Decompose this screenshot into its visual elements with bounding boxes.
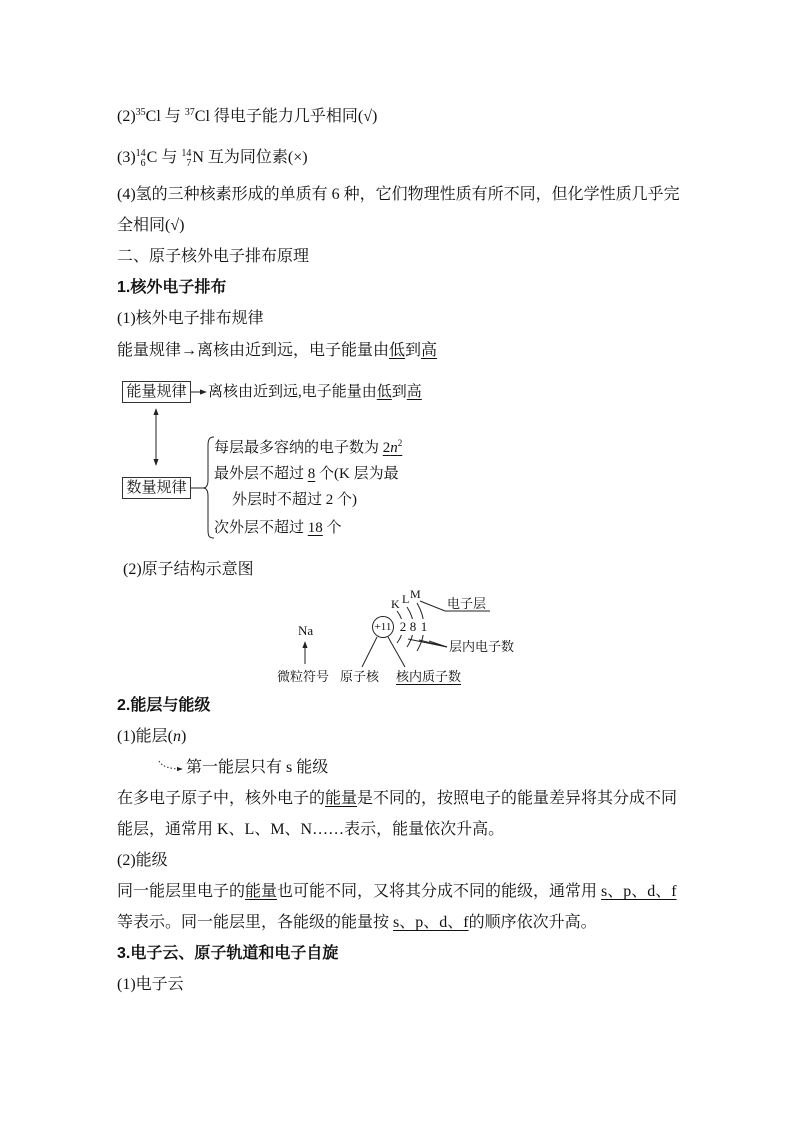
heading-electron-configuration: 1.核外电子排布	[117, 279, 227, 296]
nuclide-notation	[181, 149, 191, 169]
nucleus-pointer	[362, 637, 377, 667]
energy-rule-line	[117, 341, 437, 361]
rule-text: 能量规律→离核由近到远，电子能量由	[117, 342, 390, 359]
hydrogen-statement-line-1	[117, 185, 680, 205]
subshell-paragraph-line-2	[117, 913, 597, 933]
paragraph-text: 同一能层里电子的	[117, 883, 246, 900]
nuclide-statement	[117, 148, 308, 169]
formula-coefficient: 2	[382, 440, 391, 456]
hydrogen-statement-line-2	[117, 216, 184, 236]
element-symbol: C	[146, 149, 158, 166]
blank-answer-low: 低	[389, 342, 406, 359]
blank-answer-value: 18	[307, 520, 323, 536]
subheading-electron-cloud: (1)电子云	[117, 976, 184, 993]
blank-answer-low: 低	[376, 384, 392, 400]
element-symbol: N	[192, 149, 204, 166]
rule-text: 个	[322, 520, 342, 536]
subshell-letters: s、p、d、f	[393, 914, 469, 931]
subheading-atom-diagram: (2)原子结构示意图	[123, 561, 254, 578]
rule-text: 个(K 层为最	[315, 466, 399, 482]
subshell-letters: s、p、d、f	[601, 883, 677, 900]
nucleus-label: 原子核	[340, 669, 380, 684]
callout-dotted-arrow	[159, 761, 182, 769]
blank-answer-formula	[383, 440, 403, 456]
statement-text: 全相同(√)	[117, 217, 185, 234]
rule-text: 到	[391, 384, 407, 400]
rule-text: 到	[405, 342, 422, 359]
mass-number: 37	[184, 107, 195, 118]
particle-symbol-label: 微粒符号	[277, 669, 330, 684]
keyword-energy: 能量	[325, 790, 358, 807]
rule-per-shell	[214, 438, 402, 459]
particle-symbol: Na	[298, 623, 314, 638]
shell-callout-note: 第一能层只有 s 能级	[186, 759, 329, 776]
paragraph-text: 等表示。同一能层里，各能级的能量按	[117, 914, 394, 931]
nucleus-charge: +11	[374, 621, 392, 633]
joiner-text: 与	[157, 149, 182, 166]
section-title: 二、原子核外电子排布原理	[117, 248, 310, 265]
element-symbol: Cl	[194, 108, 210, 125]
quantity-brace	[203, 437, 214, 538]
shell-electrons-m: 1	[420, 619, 428, 634]
formula-variable: n	[390, 440, 398, 456]
subheading-text: )	[181, 728, 187, 745]
formula-exponent: 2	[397, 438, 403, 448]
blank-answer-high: 高	[421, 342, 438, 359]
mass-number: 14	[135, 148, 146, 159]
keyword-energy: 能量	[245, 883, 278, 900]
atomic-number: 7	[186, 158, 192, 169]
shell-variable: n	[173, 728, 181, 745]
shell-label: 电子层	[447, 596, 487, 611]
rule-outer-shell	[214, 464, 399, 484]
statement-text: (4)氢的三种核素形成的单质有 6 种，它们物理性质有所不同，但化学性质几乎完	[117, 186, 680, 203]
blank-answer-high: 高	[406, 384, 422, 400]
atomic-number: 6	[140, 158, 146, 169]
subshell-paragraph-line-1	[117, 882, 677, 902]
energy-rule-description	[208, 382, 422, 402]
subheading-shell	[117, 727, 186, 747]
item-label: (3)	[117, 149, 136, 166]
subheading-text: (1)能层(	[117, 728, 173, 745]
shell-name-k: K	[391, 597, 400, 611]
item-label: (2)	[117, 108, 136, 125]
shell-name-m: M	[410, 587, 421, 601]
joiner-text: 与	[160, 108, 185, 125]
heading-energy-levels: 2.能层与能级	[117, 697, 211, 714]
paragraph-text: 的顺序依次升高。	[468, 914, 597, 931]
shell-electrons-k: 2	[399, 619, 407, 634]
rule-text: 次外层不超过	[214, 520, 308, 536]
rule-text: 每层最多容纳的电子数为	[214, 440, 383, 456]
rule-outer-shell-continued: 外层时不超过 2 个)	[232, 492, 357, 508]
subheading-rules: (1)核外电子排布规律	[117, 310, 264, 327]
statement-text: 得电子能力几乎相同(√)	[209, 108, 378, 125]
shell-electrons-l: 8	[409, 619, 417, 634]
electron-count-label: 层内电子数	[449, 639, 515, 654]
shell-paragraph-line-2: 能层，通常用 K、L、M、N……表示，能量依次升高。	[117, 821, 505, 838]
element-symbol: Cl	[145, 108, 161, 125]
proton-pointer	[388, 637, 405, 667]
rule-text: 离核由近到远,电子能量由	[208, 384, 377, 400]
quantity-rule-box: 数量规律	[122, 477, 191, 499]
energy-rule-box: 能量规律	[122, 381, 191, 403]
paragraph-text: 是不同的，按照电子的能量差异将其分成不同	[357, 790, 678, 807]
paragraph-text: 在多电子原子中，核外电子的	[117, 790, 326, 807]
mass-number: 14	[181, 148, 192, 159]
mass-number: 35	[135, 107, 146, 118]
statement-text: 互为同位素(×)	[203, 149, 308, 166]
shell-name-l: L	[402, 592, 410, 606]
shell-paragraph-line-1	[117, 789, 677, 809]
paragraph-text: 也可能不同，又将其分成不同的能级，通常用	[277, 883, 602, 900]
isotope-statement	[117, 107, 377, 129]
heading-orbitals: 3.电子云、原子轨道和电子自旋	[117, 945, 339, 962]
nuclide-notation	[136, 149, 146, 169]
proton-count-label: 核内质子数	[396, 669, 462, 684]
subheading-subshell: (2)能级	[117, 852, 168, 869]
rule-text: 最外层不超过	[214, 466, 308, 482]
rule-second-outer-shell	[214, 518, 342, 538]
blank-answer-value: 8	[307, 466, 316, 482]
